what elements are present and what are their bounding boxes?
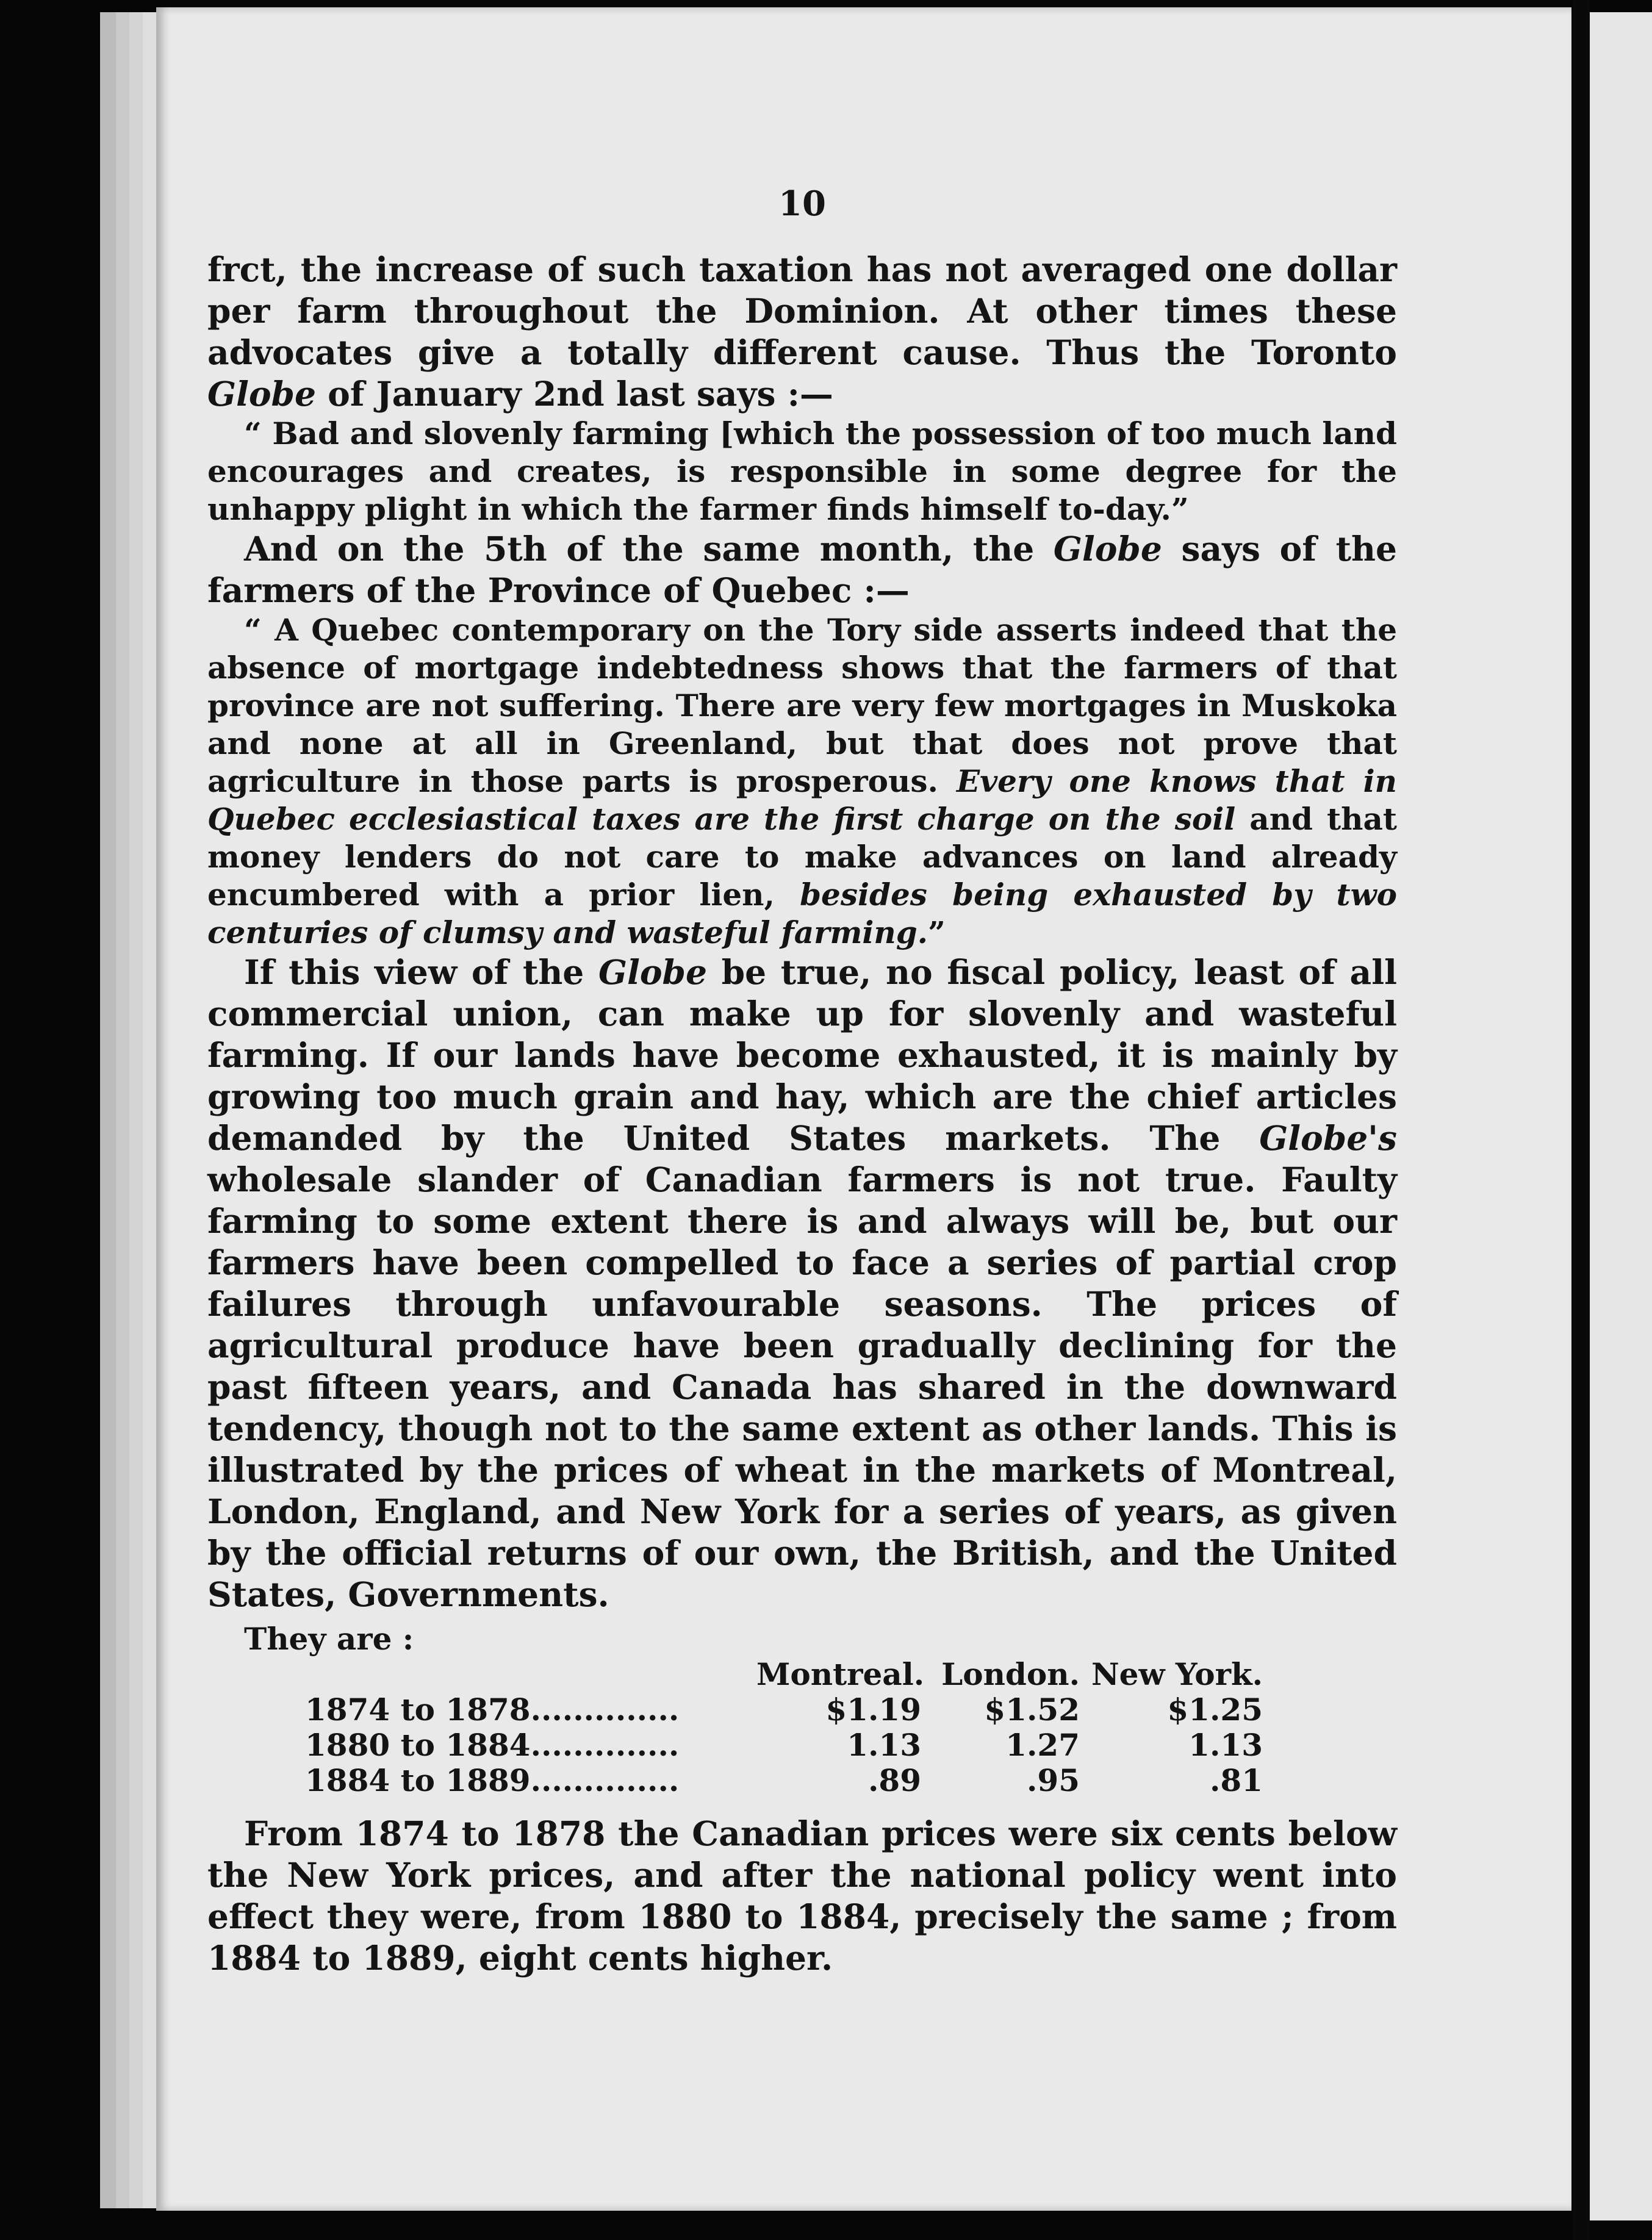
paragraph: From 1874 to 1878 the Canadian prices were six cents below the New York prices, and after the national policy went into effect they were, from 1880 to 1884, precisely the same ; from 1884 to 1889, eight cents higher. (207, 1814, 1397, 1978)
italic-text: Globe (207, 374, 316, 414)
table-cell: $1.52 (984, 1692, 1080, 1728)
table-cell-period: 1884 to 1889.............. (305, 1762, 680, 1798)
text-span: frct, the increase of such taxation has not averaged one dollar per farm throughout the Dominion. At other times these advocates give a totally different cause. Thus the Toronto (207, 249, 1397, 372)
table-cell: $1.25 (1167, 1692, 1263, 1728)
table-cell-period: 1874 to 1878.............. (305, 1692, 680, 1728)
table-header: New York. (1091, 1656, 1263, 1692)
block-quote: “ Bad and slovenly farming [which the possession of too much land encourages and creates, is responsible in some degree for the unhappy plight in which the farmer finds himself to-day.” (207, 415, 1397, 527)
book-gutter (1573, 0, 1590, 2240)
italic-text: Every one knows that in Quebec ecclesiastical taxes are the first charge on the soil (207, 763, 1398, 837)
table-row (207, 1728, 1397, 1763)
page-number: 10 (778, 184, 826, 224)
table-header: London. (941, 1656, 1080, 1692)
table-cell-period: 1880 to 1884.............. (305, 1727, 680, 1763)
block-quote (207, 611, 1397, 952)
text-span: and that money lenders do not care to make advances on land already encumbered with a prior lien, (207, 801, 1397, 913)
text-span: ” (928, 914, 946, 950)
table-header-row (207, 1657, 1397, 1692)
table-header: Montreal. (756, 1656, 925, 1692)
table-cell: 1.27 (1005, 1727, 1080, 1763)
wheat-price-table (207, 1621, 1397, 1798)
italic-text: besides being exhausted by two centuries of clumsy and wasteful farming. (207, 877, 1397, 950)
table-cell: $1.19 (825, 1692, 921, 1728)
paragraph (207, 249, 1397, 415)
table-row (207, 1763, 1397, 1798)
paragraph (207, 528, 1397, 611)
paragraph (207, 952, 1397, 1615)
table-cell: 1.13 (847, 1727, 921, 1763)
facing-page-edge (1590, 12, 1652, 2220)
page-content (207, 183, 1397, 1979)
table-cell: 1.13 (1188, 1727, 1263, 1763)
text-span: says of the farmers of the Province of Quebec :— (207, 529, 1397, 610)
italic-text: Globe (1053, 529, 1162, 569)
text-span: of January 2nd last says :— (316, 374, 833, 414)
table-intro: They are : (244, 1621, 414, 1657)
table-header-blank (305, 1657, 756, 1692)
text-span: be true, no fiscal policy, least of all commercial union, can make up for slovenly and wasteful farming. If our lands have become exhausted, it is mainly by growing too much grain and hay, which are the chief articles demanded by the United States markets. The (207, 952, 1397, 1158)
text-span: wholesale slander of Canadian farmers is not true. Faulty farming to some extent there is and always will be, but our farmers have been compelled to face a series of partial crop failures through unfavourable seasons. The prices of agricultural produce have been gradually declining for the past fifteen years, and Canada has shared in the downward tendency, though not to the same extent as other lands. This is illustrated by the prices of wheat in the markets of Montreal, London, England, and New York for a series of years, as given by the official returns of our own, the British, and the United States, Governments. (207, 1160, 1397, 1614)
italic-text: Globe (598, 952, 707, 992)
text-span: And on the 5th of the same month, the (244, 529, 1054, 569)
table-cell: .89 (868, 1762, 921, 1798)
text-span: If this view of the (244, 952, 598, 992)
italic-text: Globe's (1259, 1118, 1397, 1158)
table-cell: .81 (1210, 1762, 1263, 1798)
table-row (207, 1692, 1397, 1728)
text-span: “ A Quebec contemporary on the Tory side asserts indeed that the absence of mortgage indebtedness shows that the farmers of that province are not suffering. There are very few mortgages in Muskoka and none at all in Greenland, but that does not prove that agriculture in those parts is prosperous. (207, 612, 1397, 799)
table-cell: .95 (1027, 1762, 1080, 1798)
